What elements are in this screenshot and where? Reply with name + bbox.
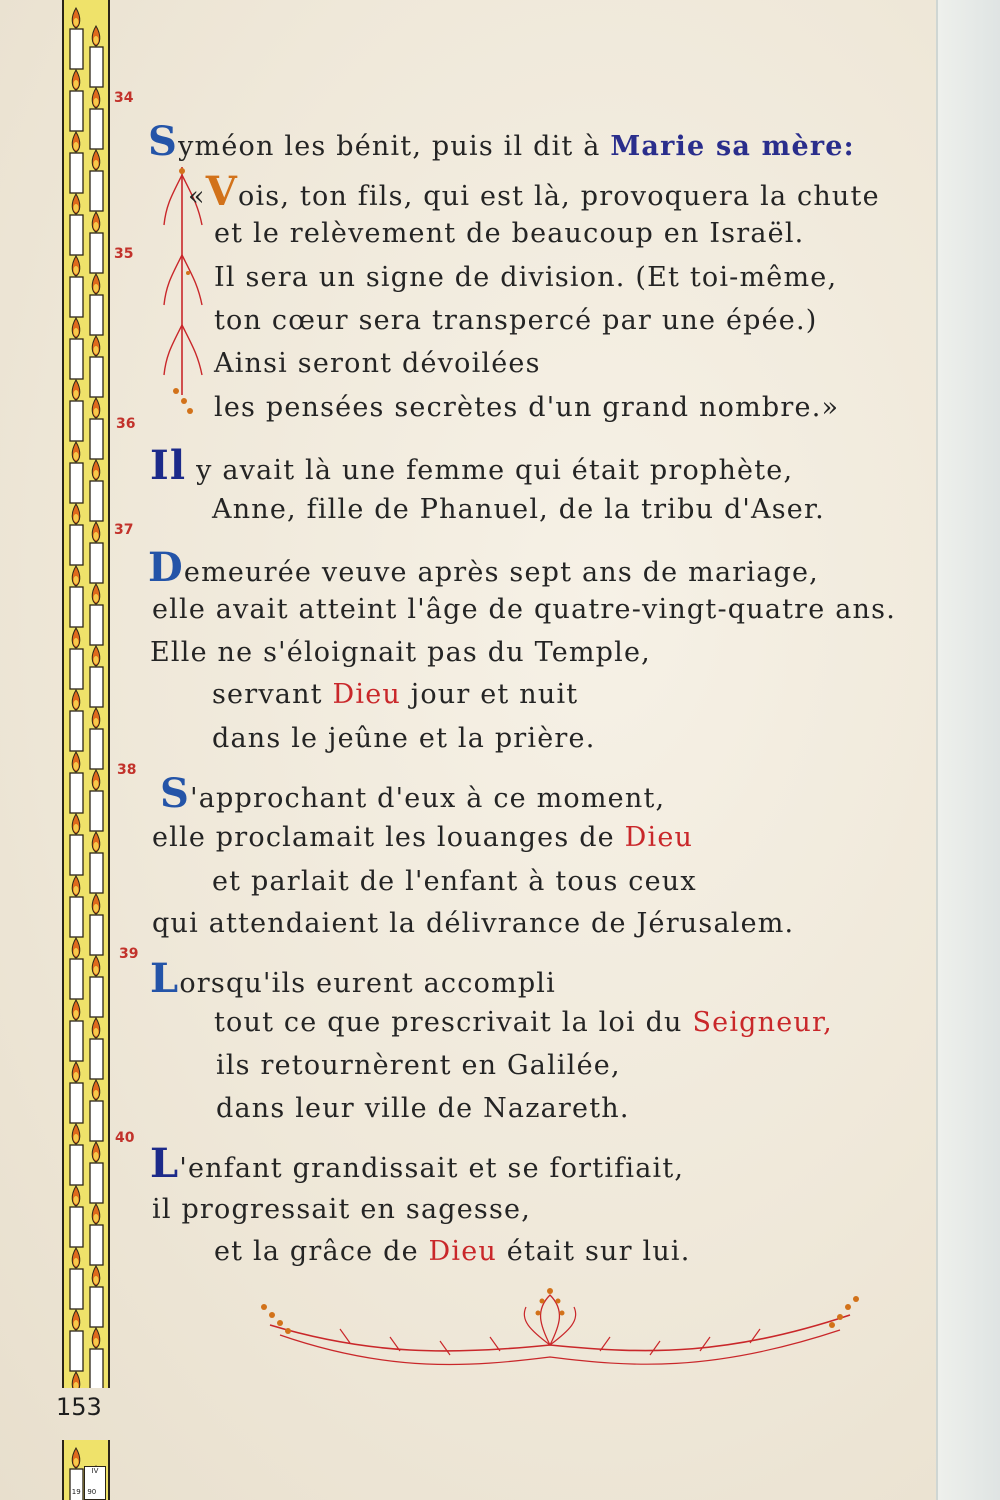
text-line: il progressait en sagesse, bbox=[152, 1194, 531, 1225]
divine-name: Dieu bbox=[624, 822, 694, 853]
verse-number: 34 bbox=[114, 90, 134, 106]
verse-number: 39 bbox=[119, 946, 139, 962]
text-span: elle proclamait les louanges de bbox=[152, 822, 625, 853]
text-span: « bbox=[188, 181, 206, 212]
drop-cap: L bbox=[150, 955, 180, 1002]
text-line: les pensées secrètes d'un grand nombre.» bbox=[214, 392, 840, 423]
text-line: ils retournèrent en Galilée, bbox=[216, 1050, 621, 1081]
text-span: 'approchant d'eux à ce moment, bbox=[190, 783, 666, 814]
edition-year-left: 19 bbox=[71, 1488, 81, 1496]
text-span: était sur lui. bbox=[497, 1236, 691, 1267]
drop-cap: V bbox=[205, 168, 238, 215]
text-line bbox=[148, 544, 819, 591]
text-span: y avait là une femme qui était prophète, bbox=[186, 455, 794, 486]
text-line bbox=[214, 1007, 833, 1038]
verse-number: 35 bbox=[114, 246, 134, 262]
drop-cap: S bbox=[160, 770, 191, 817]
text-line bbox=[148, 118, 855, 165]
candle-icon bbox=[90, 1328, 103, 1388]
divine-name: Dieu bbox=[332, 679, 401, 710]
edition-mark-label: IV bbox=[91, 1467, 99, 1475]
candle-icon bbox=[70, 1310, 83, 1371]
text-span: tout ce que prescrivait la loi du bbox=[214, 1007, 693, 1038]
edition-year bbox=[62, 1488, 106, 1496]
drop-cap: S bbox=[148, 118, 179, 165]
text-line bbox=[150, 955, 556, 1002]
text-line bbox=[188, 168, 880, 215]
text-line: et le relèvement de beaucoup en Israël. bbox=[214, 218, 805, 249]
text-span: jour et nuit bbox=[400, 679, 579, 710]
text-line: Elle ne s'éloignait pas du Temple, bbox=[150, 637, 651, 668]
text-line bbox=[160, 770, 665, 817]
text-line bbox=[150, 1140, 684, 1187]
verse-number: 36 bbox=[116, 416, 136, 432]
text-line: dans leur ville de Nazareth. bbox=[216, 1093, 630, 1124]
drop-cap: Il bbox=[150, 442, 187, 489]
closing-flourish bbox=[250, 1285, 870, 1385]
text-line: Ainsi seront dévoilées bbox=[214, 348, 541, 379]
text-span: ois, ton fils, qui est là, provoquera la chute bbox=[237, 181, 880, 212]
text-line: qui attendaient la délivrance de Jérusalem. bbox=[152, 908, 795, 939]
drop-cap: D bbox=[148, 544, 184, 591]
text-line bbox=[150, 442, 793, 489]
drop-cap: L bbox=[150, 1140, 180, 1187]
text-line bbox=[152, 822, 693, 853]
candle-icon bbox=[70, 1372, 83, 1388]
divine-name: Seigneur, bbox=[692, 1007, 833, 1038]
text-span: orsqu'ils eurent accompli bbox=[179, 968, 556, 999]
text-line: elle avait atteint l'âge de quatre-vingt-quatre ans. bbox=[152, 594, 896, 625]
text-line bbox=[212, 679, 578, 710]
edition-year-right: 90 bbox=[87, 1488, 97, 1496]
page-number: 153 bbox=[56, 1393, 102, 1421]
text-line bbox=[214, 1236, 691, 1267]
verse-number: 37 bbox=[114, 522, 134, 538]
divine-name: Dieu bbox=[428, 1236, 497, 1267]
highlight-name: Marie sa mère: bbox=[610, 131, 855, 162]
text-span: et la grâce de bbox=[214, 1236, 429, 1267]
text-line: et parlait de l'enfant à tous ceux bbox=[212, 866, 697, 897]
text-span: servant bbox=[212, 679, 333, 710]
text-line: Il sera un signe de division. (Et toi-même, bbox=[214, 262, 838, 293]
text-span: yméon les bénit, puis il dit à bbox=[178, 131, 611, 162]
text-span: 'enfant grandissait et se fortifiait, bbox=[179, 1153, 685, 1184]
text-line: ton cœur sera transpercé par une épée.) bbox=[214, 305, 818, 336]
text-line: dans le jeûne et la prière. bbox=[212, 723, 596, 754]
text-span: emeurée veuve après sept ans de mariage, bbox=[183, 557, 819, 588]
text-line: Anne, fille de Phanuel, de la tribu d'Aser. bbox=[212, 494, 825, 525]
verse-number: 40 bbox=[115, 1130, 135, 1146]
verse-number: 38 bbox=[117, 762, 137, 778]
